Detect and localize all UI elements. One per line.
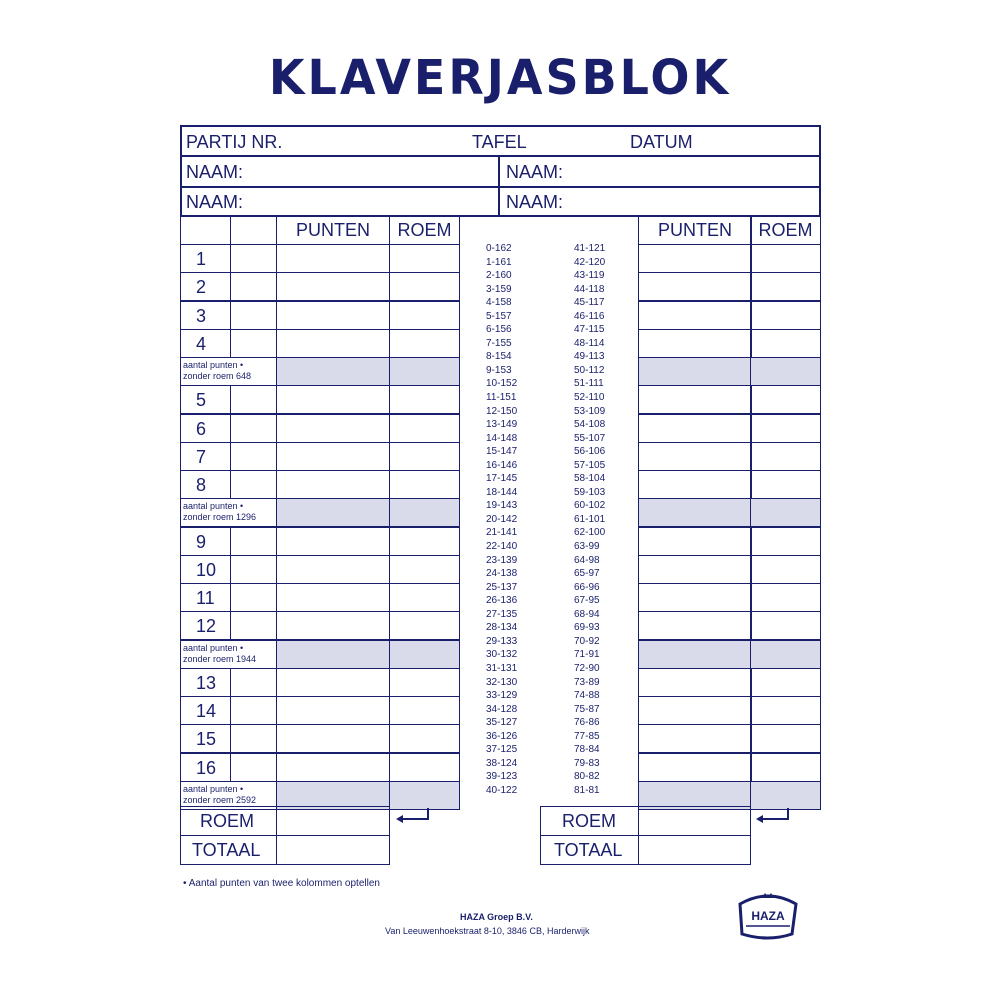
score-pair: 69-93: [574, 622, 600, 634]
score-pair: 10-152: [486, 378, 518, 390]
score-pair: 21-141: [486, 527, 518, 539]
score-pair: 50-112: [574, 364, 605, 376]
naam-label-1: NAAM:: [186, 162, 244, 182]
score-pair: 41-121: [574, 243, 606, 254]
round-extra-cell[interactable]: [230, 470, 277, 499]
roem-cell-right[interactable]: [750, 668, 821, 697]
punten-cell-right[interactable]: [638, 724, 752, 753]
roem-cell-left[interactable]: [389, 668, 460, 697]
score-pair: 14-148: [486, 432, 518, 444]
score-pair: 12-150: [486, 405, 518, 417]
score-pair: 48-114: [574, 337, 605, 349]
score-pair: 15-147: [486, 446, 518, 458]
punten-cell-left[interactable]: [276, 724, 390, 753]
roem-cell-right[interactable]: [750, 555, 821, 584]
naam-label-2: NAAM:: [506, 162, 564, 182]
score-pair: 35-127: [486, 717, 518, 729]
roem-cell-right[interactable]: [750, 724, 821, 753]
subtotal-label-line2: zonder roem 648: [183, 371, 252, 381]
roem-cell-right[interactable]: [750, 696, 821, 725]
score-pair: 40-122: [486, 784, 518, 796]
round-number: 6: [196, 419, 207, 439]
page-title: KLAVERJASBLOK: [268, 48, 732, 106]
roem-cell-right[interactable]: [750, 527, 821, 556]
punten-header-text-left: PUNTEN: [295, 220, 370, 240]
score-pair: 34-128: [486, 703, 518, 715]
round-extra-cell[interactable]: [230, 244, 277, 273]
naam-label-4: NAAM:: [506, 192, 564, 212]
score-pair: 62-100: [574, 527, 606, 539]
roem-total-text-left: ROEM: [200, 811, 254, 831]
punten-cell-left[interactable]: [276, 527, 390, 556]
roem-cell-right[interactable]: [750, 414, 821, 443]
company-address: Van Leeuwenhoekstraat 8-10, 3846 CB, Harderwijk: [385, 926, 590, 936]
subtotal-label-line2: zonder roem 1944: [183, 654, 257, 664]
round-extra-cell[interactable]: [230, 414, 277, 443]
round-number: 10: [196, 560, 217, 580]
score-pair: 39-123: [486, 771, 518, 783]
round-extra-cell[interactable]: [230, 329, 277, 358]
score-pair: 45-117: [574, 297, 605, 309]
subtotal-label-line2: zonder roem 1296: [183, 512, 257, 522]
roem-cell-left[interactable]: [389, 244, 460, 273]
punten-cell-left[interactable]: [276, 611, 390, 640]
roem-header-text-left: ROEM: [397, 220, 452, 240]
arrow-left-icon: [394, 806, 434, 826]
round-extra-cell[interactable]: [230, 668, 277, 697]
score-pair: 7-155: [486, 337, 512, 349]
roem-header-text-right: ROEM: [758, 220, 813, 240]
score-pair: 16-146: [486, 459, 518, 471]
tafel-label: TAFEL: [472, 132, 527, 152]
roem-cell-right[interactable]: [750, 583, 821, 612]
score-pair: 56-106: [574, 446, 606, 458]
roem-cell-left[interactable]: [389, 611, 460, 640]
score-pair: 11-151: [486, 392, 517, 404]
score-pair: 80-82: [574, 771, 600, 783]
punten-cell-left[interactable]: [276, 470, 390, 499]
score-pairs-left: [486, 242, 517, 797]
punten-cell-left[interactable]: [276, 414, 390, 443]
score-pair: 26-136: [486, 595, 518, 607]
score-pair: 28-134: [486, 622, 518, 634]
subtotal-roem-right[interactable]: [750, 640, 821, 669]
score-pair: 3-159: [486, 283, 512, 295]
score-pair: 8-154: [486, 351, 512, 363]
score-pair: 65-97: [574, 568, 600, 580]
grid-header-blank-2: [230, 216, 277, 245]
roem-cell-right[interactable]: [750, 442, 821, 471]
round-number: 11: [196, 588, 215, 608]
score-pair: 30-132: [486, 649, 518, 661]
round-extra-cell[interactable]: [230, 272, 277, 301]
punten-cell-right[interactable]: [638, 668, 752, 697]
round-extra-cell[interactable]: [230, 753, 277, 782]
round-number: 8: [196, 475, 207, 495]
round-number: 13: [196, 673, 217, 693]
punten-cell-left[interactable]: [276, 329, 390, 358]
score-pair: 49-113: [574, 351, 605, 363]
roem-cell-left[interactable]: [389, 696, 460, 725]
score-pair: 71-91: [574, 649, 600, 661]
subtotal-label-line1: aantal punten •: [183, 360, 244, 370]
totaal-field-right[interactable]: [638, 835, 751, 865]
score-pair: 68-94: [574, 608, 600, 620]
roem-cell-left[interactable]: [389, 555, 460, 584]
round-number: 3: [196, 306, 207, 326]
round-extra-cell[interactable]: [230, 583, 277, 612]
subtotal-label-line2: zonder roem 2592: [183, 795, 257, 805]
punten-cell-right[interactable]: [638, 301, 752, 330]
round-extra-cell[interactable]: [230, 555, 277, 584]
punten-cell-left[interactable]: [276, 753, 390, 782]
roem-cell-left[interactable]: [389, 329, 460, 358]
score-pair: 75-87: [574, 703, 600, 715]
roem-cell-right[interactable]: [750, 244, 821, 273]
punten-cell-right[interactable]: [638, 442, 752, 471]
punten-cell-right[interactable]: [638, 527, 752, 556]
score-pair: 46-116: [574, 310, 605, 322]
score-pair: 67-95: [574, 595, 600, 607]
score-pair: 73-89: [574, 676, 600, 688]
totaal-text-left: TOTAAL: [192, 840, 261, 860]
punten-cell-left[interactable]: [276, 668, 390, 697]
score-pair: 64-98: [574, 554, 600, 566]
arrow-right-icon: [754, 806, 794, 826]
score-pair: 38-124: [486, 757, 518, 769]
score-pair: 70-92: [574, 635, 600, 647]
round-number: 5: [196, 390, 207, 410]
score-pair: 25-137: [486, 581, 518, 593]
roem-cell-left[interactable]: [389, 442, 460, 471]
subtotal-punten-right[interactable]: [638, 640, 752, 669]
roem-cell-left[interactable]: [389, 583, 460, 612]
roem-cell-right[interactable]: [750, 272, 821, 301]
subtotal-punten-right[interactable]: [638, 357, 752, 386]
roem-cell-right[interactable]: [750, 329, 821, 358]
datum-label: DATUM: [630, 132, 693, 152]
score-pair: 78-84: [574, 744, 600, 756]
roem-cell-right[interactable]: [750, 470, 821, 499]
punten-header-text-right: PUNTEN: [657, 220, 732, 240]
score-pair: 22-140: [486, 541, 518, 553]
score-pair: 77-85: [574, 730, 600, 742]
punten-cell-right[interactable]: [638, 555, 752, 584]
roem-total-field-right[interactable]: [638, 806, 751, 836]
score-pair: 43-119: [574, 270, 605, 282]
round-number: 14: [196, 701, 217, 721]
punten-cell-right[interactable]: [638, 244, 752, 273]
partij-nr-label: PARTIJ NR.: [186, 132, 283, 152]
punten-cell-right[interactable]: [638, 470, 752, 499]
score-pair: 36-126: [486, 730, 518, 742]
score-pair: 74-88: [574, 690, 600, 702]
punten-cell-left[interactable]: [276, 244, 390, 273]
round-number: 16: [196, 758, 217, 778]
score-pair: 5-157: [486, 310, 512, 322]
svg-text:HAZA: HAZA: [751, 909, 785, 923]
score-pair: 9-153: [486, 364, 512, 376]
subtotal-punten-left[interactable]: [276, 498, 390, 527]
roem-total-text-right: ROEM: [562, 811, 616, 831]
roem-cell-left[interactable]: [389, 724, 460, 753]
roem-cell-left[interactable]: [389, 414, 460, 443]
punten-cell-left[interactable]: [276, 583, 390, 612]
punten-cell-left[interactable]: [276, 555, 390, 584]
subtotal-roem-right[interactable]: [750, 498, 821, 527]
score-pair: 63-99: [574, 541, 600, 553]
naam-label-3: NAAM:: [186, 192, 244, 212]
punten-cell-left[interactable]: [276, 301, 390, 330]
round-extra-cell[interactable]: [230, 611, 277, 640]
score-pair: 18-144: [486, 486, 518, 498]
round-extra-cell[interactable]: [230, 696, 277, 725]
punten-cell-left[interactable]: [276, 385, 390, 414]
roem-cell-right[interactable]: [750, 301, 821, 330]
score-pair: 31-131: [486, 662, 518, 674]
totaal-text-right: TOTAAL: [554, 840, 623, 860]
round-number: 15: [196, 729, 217, 749]
totaal-field-left[interactable]: [276, 835, 390, 865]
score-pair: 29-133: [486, 635, 518, 647]
score-pair: 76-86: [574, 717, 600, 729]
round-extra-cell[interactable]: [230, 301, 277, 330]
punten-cell-left[interactable]: [276, 272, 390, 301]
score-pair: 2-160: [486, 270, 512, 282]
punten-cell-right[interactable]: [638, 611, 752, 640]
score-pair: 23-139: [486, 554, 518, 566]
score-pair: 57-105: [574, 459, 606, 471]
round-number: 12: [196, 616, 217, 636]
subtotal-roem-right[interactable]: [750, 357, 821, 386]
round-number: 2: [196, 277, 207, 297]
punten-cell-right[interactable]: [638, 329, 752, 358]
subtotal-punten-left[interactable]: [276, 640, 390, 669]
score-pair: 13-149: [486, 419, 518, 431]
score-pair: 59-103: [574, 486, 606, 498]
subtotal-label-line1: aantal punten •: [183, 643, 244, 653]
round-extra-cell[interactable]: [230, 724, 277, 753]
round-number: 7: [196, 447, 207, 467]
score-pair: 52-110: [574, 392, 605, 404]
score-pair: 53-109: [574, 405, 606, 417]
roem-cell-right[interactable]: [750, 385, 821, 414]
roem-cell-left[interactable]: [389, 527, 460, 556]
score-pair: 61-101: [574, 513, 606, 525]
roem-cell-left[interactable]: [389, 753, 460, 782]
score-pair: 81-81: [574, 784, 600, 796]
subtotal-label-line1: aantal punten •: [183, 784, 244, 794]
score-pair: 6-156: [486, 324, 512, 336]
score-pair: 47-115: [574, 324, 605, 336]
punten-cell-right[interactable]: [638, 583, 752, 612]
subtotal-punten-left[interactable]: [276, 357, 390, 386]
score-pair: 17-145: [486, 473, 518, 485]
round-number: 1: [196, 249, 207, 269]
score-pair: 37-125: [486, 744, 518, 756]
roem-total-field-left[interactable]: [276, 806, 390, 836]
punten-cell-right[interactable]: [638, 414, 752, 443]
score-pairs-right: [574, 242, 605, 797]
roem-cell-left[interactable]: [389, 301, 460, 330]
roem-cell-left[interactable]: [389, 272, 460, 301]
punten-cell-left[interactable]: [276, 442, 390, 471]
score-pair: 20-142: [486, 513, 518, 525]
score-pair: 44-118: [574, 283, 605, 295]
score-pair: 55-107: [574, 432, 606, 444]
subtotal-label-line1: aantal punten •: [183, 501, 244, 511]
score-pair: 54-108: [574, 419, 606, 431]
subtotal-roem-left[interactable]: [389, 640, 460, 669]
roem-cell-right[interactable]: [750, 753, 821, 782]
score-pair: 72-90: [574, 662, 600, 674]
round-number: 4: [196, 334, 207, 354]
score-pair: 24-138: [486, 568, 518, 580]
score-pair: 32-130: [486, 676, 518, 688]
haza-logo-icon: [732, 890, 804, 942]
score-pair: 42-120: [574, 256, 606, 268]
score-pair: 4-158: [486, 297, 512, 309]
score-pair: 60-102: [574, 500, 606, 512]
score-pair: 33-129: [486, 690, 518, 702]
round-number: 9: [196, 532, 207, 552]
score-pair: 19-143: [486, 500, 518, 512]
punten-cell-left[interactable]: [276, 696, 390, 725]
score-pair: 27-135: [486, 608, 518, 620]
punten-cell-right[interactable]: [638, 696, 752, 725]
score-pair: 1-161: [486, 256, 512, 268]
roem-cell-left[interactable]: [389, 470, 460, 499]
punten-cell-right[interactable]: [638, 385, 752, 414]
subtotal-roem-left[interactable]: [389, 498, 460, 527]
roem-cell-right[interactable]: [750, 611, 821, 640]
score-pair: 0-162: [486, 243, 512, 254]
score-pair: 58-104: [574, 473, 606, 485]
subtotal-punten-right[interactable]: [638, 498, 752, 527]
round-extra-cell[interactable]: [230, 442, 277, 471]
punten-cell-right[interactable]: [638, 272, 752, 301]
roem-cell-left[interactable]: [389, 385, 460, 414]
grid-header-blank-1: [180, 216, 231, 245]
score-pair: 79-83: [574, 757, 600, 769]
round-extra-cell[interactable]: [230, 385, 277, 414]
punten-cell-right[interactable]: [638, 753, 752, 782]
score-pair: 66-96: [574, 581, 600, 593]
score-pair: 51-111: [574, 378, 604, 390]
subtotal-roem-left[interactable]: [389, 357, 460, 386]
footnote: • Aantal punten van twee kolommen optellen: [183, 878, 380, 889]
company-name: HAZA Groep B.V.: [460, 912, 533, 922]
round-extra-cell[interactable]: [230, 527, 277, 556]
